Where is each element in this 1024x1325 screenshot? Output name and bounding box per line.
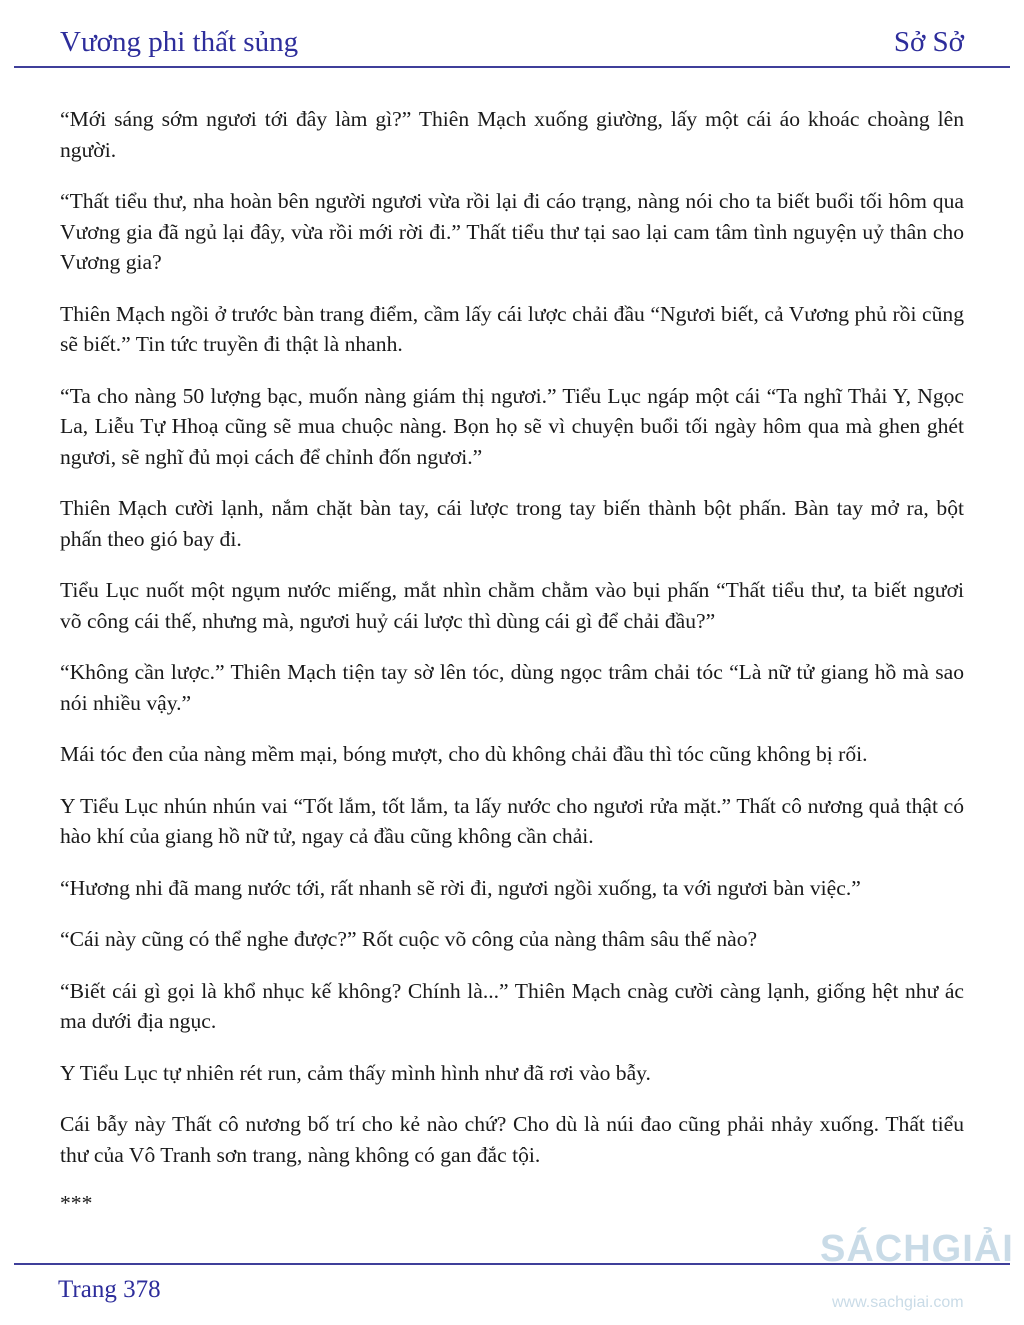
paragraph: “Cái này cũng có thể nghe được?” Rốt cuộc võ công của nàng thâm sâu thế nào? [60, 927, 758, 951]
page-number: Trang 378 [58, 1276, 161, 1303]
page-header [14, 18, 1010, 68]
book-title: Vương phi thất sủng [60, 26, 299, 58]
section-separator: *** [60, 1191, 93, 1215]
paragraph: Mái tóc đen của nàng mềm mại, bóng mượt, cho dù không chải đầu thì tóc cũng không bị rối. [60, 742, 868, 766]
watermark-logo: SÁCHGIẢI [820, 1228, 1014, 1270]
paragraph: “Mới sáng sớm ngươi tới đây làm gì?” Thiên Mạch xuống giường, lấy một cái áo khoác choàng lên người. [60, 107, 964, 162]
paragraph: “Hương nhi đã mang nước tới, rất nhanh sẽ rời đi, ngươi ngồi xuống, ta với ngươi bàn việc.” [60, 875, 861, 900]
watermark-url: www.sachgiai.com [832, 1294, 964, 1311]
paragraph: Thiên Mạch ngồi ở trước bàn trang điểm, cầm lấy cái lược chải đầu “Ngươi biết, cả Vương phủ rồi cũng sẽ biết.” Tin tức truyền đi thật là nhanh. [60, 301, 964, 356]
paragraph: “Ta cho nàng 50 lượng bạc, muốn nàng giám thị ngươi.” Tiểu Lục ngáp một cái “Ta nghĩ Thải Y, Ngọc La, Liễu Tự Hhoạ cũng sẽ mua chuộc nàng. Bọn họ sẽ vì chuyện buổi tối ngày hôm qua mà ghen ghét ngươi, sẽ nghĩ đủ mọi cách để chỉnh đốn ngươi.” [60, 383, 964, 469]
paragraph: “Thất tiểu thư, nha hoàn bên người ngươi vừa rồi lại đi cáo trạng, nàng nói cho ta biết buổi tối hôm qua Vương gia đã ngủ lại đây, vừa rồi mới rời đi.” Thất tiểu thư tại sao lại cam tâm tình nguyện uỷ thân cho Vương gia? [60, 189, 964, 274]
paragraph: Cái bẫy này Thất cô nương bố trí cho kẻ nào chứ? Cho dù là núi đao cũng phải nhảy xuống. Thất tiểu thư của Vô Tranh sơn trang, nàng không có gan đắc tội. [60, 1112, 964, 1167]
paragraph: Tiểu Lục nuốt một ngụm nước miếng, mắt nhìn chằm chằm vào bụi phấn “Thất tiểu thư, ta biết ngươi võ công cái thế, nhưng mà, ngươi huỷ cái lược thì dùng cái gì để chải đầu?” [60, 578, 964, 633]
paragraph: Thiên Mạch cười lạnh, nắm chặt bàn tay, cái lược trong tay biến thành bột phấn. Bàn tay mở ra, bột phấn theo gió bay đi. [60, 496, 964, 551]
paragraph: Y Tiểu Lục tự nhiên rét run, cảm thấy mình hình như đã rơi vào bẫy. [60, 1060, 651, 1085]
paragraph: Y Tiểu Lục nhún nhún vai “Tốt lắm, tốt lắm, ta lấy nước cho ngươi rửa mặt.” Thất cô nương quả thật có hào khí của giang hồ nữ tử, ngay cả đầu cũng không cần chải. [60, 793, 964, 848]
watermark [820, 1228, 1024, 1322]
paragraph: “Biết cái gì gọi là khổ nhục kế không? Chính là...” Thiên Mạch cnàg cười càng lạnh, giống hệt như ác ma dưới địa ngục. [60, 978, 964, 1033]
paragraph: “Không cần lược.” Thiên Mạch tiện tay sờ lên tóc, dùng ngọc trâm chải tóc “Là nữ tử giang hồ mà sao nói nhiều vậy.” [60, 660, 964, 715]
author-name: Sở Sở [893, 26, 964, 58]
page-body [60, 104, 964, 1216]
